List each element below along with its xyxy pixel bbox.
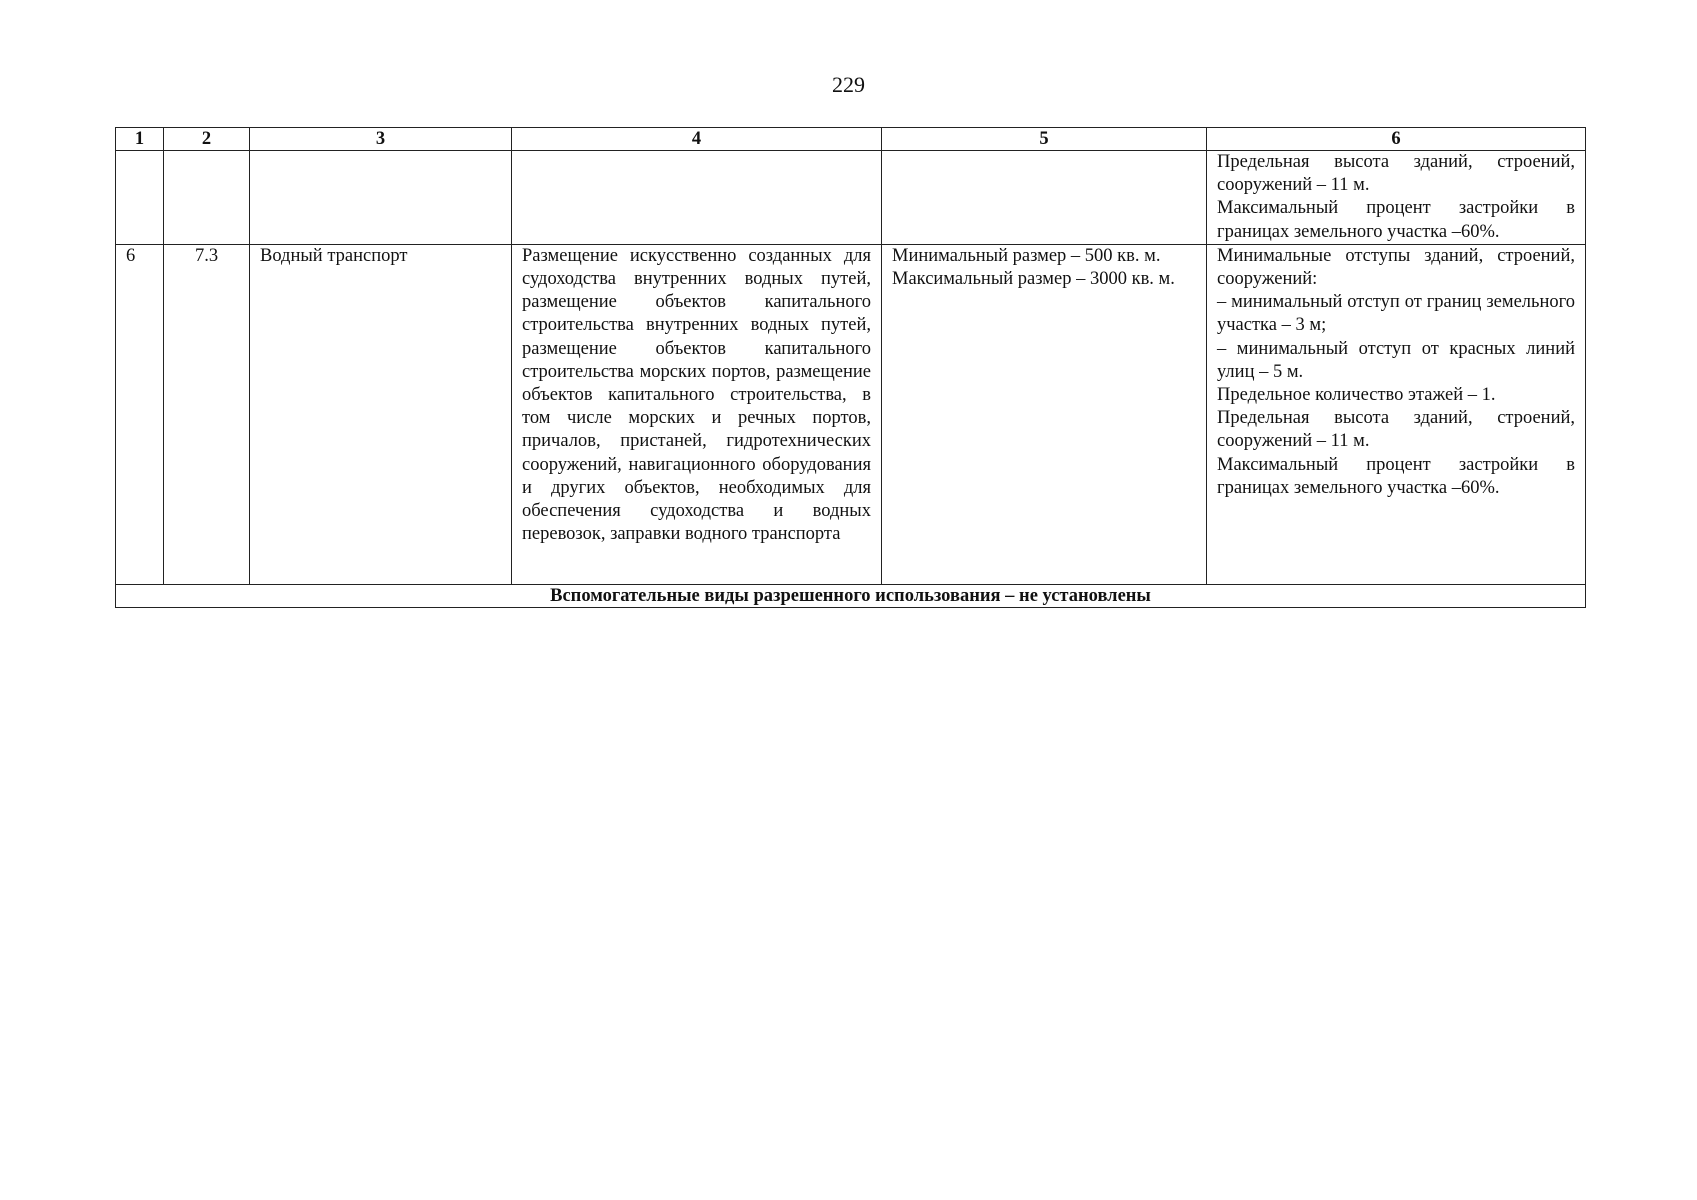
column-header-6: 6 — [1207, 128, 1586, 151]
param-line: Предельная высота зданий, строений, сооружений – 11 м. — [1217, 152, 1575, 196]
param-line: – минимальный отступ от границ земельного участка – 3 м; — [1217, 292, 1575, 336]
cell-empty — [116, 151, 164, 245]
table-row — [116, 244, 1586, 584]
column-header-2: 2 — [164, 128, 250, 151]
land-use-table — [115, 127, 1586, 608]
column-header-3: 3 — [250, 128, 512, 151]
column-header-4: 4 — [512, 128, 882, 151]
param-line: Предельная высота зданий, строений, сооружений – 11 м. — [1217, 408, 1575, 452]
size-line: Минимальный размер – 500 кв. м. — [892, 245, 1161, 266]
cell-params-continued — [1207, 151, 1586, 245]
param-line: Максимальный процент застройки в границах земельного участка –60%. — [1217, 454, 1575, 498]
cell-empty — [512, 151, 882, 245]
cell-empty — [882, 151, 1207, 245]
cell-description: Размещение искусственно созданных для судоходства внутренних водных путей, размещение объектов капитального строительства внутренних водных путей, размещение объектов капитального строительства морских портов, размещение объектов капитального строительства, в том числе морских и речных портов, причалов, пристаней, гидротехнических сооружений, навигационного оборудования и других объектов, необходимых для обеспечения судоходства и водных перевозок, заправки водного транспорта — [512, 244, 882, 584]
table-header-row — [116, 128, 1586, 151]
cell-empty — [250, 151, 512, 245]
cell-row-number: 6 — [116, 244, 164, 584]
param-line: Максимальный процент застройки в границах земельного участка –60%. — [1217, 198, 1575, 242]
table-footer-row — [116, 584, 1586, 607]
table-row-continued — [116, 151, 1586, 245]
footer-note: Вспомогательные виды разрешенного использования – не установлены — [116, 584, 1586, 607]
cell-params — [1207, 244, 1586, 584]
param-line: – минимальный отступ от красных линий улиц – 5 м. — [1217, 338, 1575, 382]
column-header-5: 5 — [882, 128, 1207, 151]
cell-plot-size — [882, 244, 1207, 584]
cell-use-name: Водный транспорт — [250, 244, 512, 584]
param-line: Предельное количество этажей – 1. — [1217, 385, 1496, 406]
param-line: Минимальные отступы зданий, строений, сооружений: — [1217, 245, 1575, 290]
page-number: 229 — [832, 72, 865, 97]
cell-code: 7.3 — [164, 244, 250, 584]
cell-empty — [164, 151, 250, 245]
size-line: Максимальный размер – 3000 кв. м. — [892, 269, 1175, 290]
column-header-1: 1 — [116, 128, 164, 151]
